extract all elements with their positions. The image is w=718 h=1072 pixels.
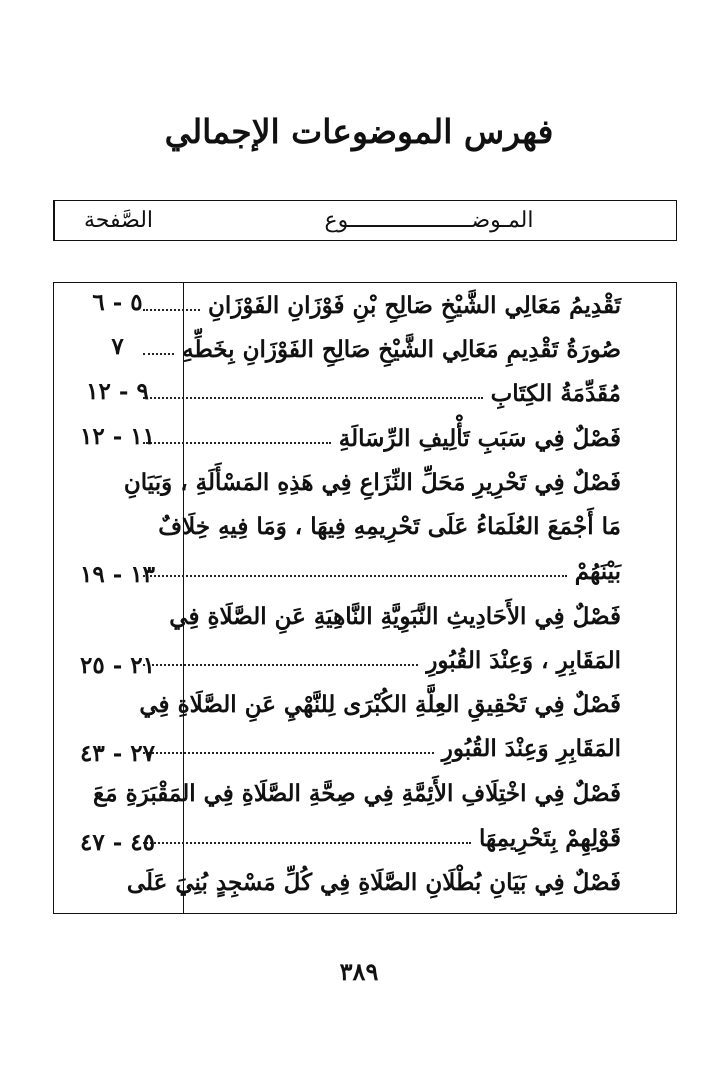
entry-title: فَصْلٌ فِي تَحْقِيقِ العِلَّةِ الكُبْرَى لِلنَّهْيِ عَنِ الصَّلَاةِ فِي — [139, 690, 621, 718]
toc-entry-line — [126, 864, 621, 900]
entry-title: مَا أَجْمَعَ العُلَمَاءُ عَلَى تَحْرِيمِهِ فِيهَا ، وَمَا فِيهِ خِلَافٌ — [158, 512, 621, 540]
entry-page: ٩ - ١٢ — [86, 378, 149, 405]
entry-title: فَصْلٌ فِي اخْتِلَافِ الأَئِمَّةِ فِي صِحَّةِ الصَّلَاةِ فِي المَقْبَرَةِ مَعَ — [93, 779, 621, 807]
toc-entry-line — [135, 730, 621, 766]
page-title: فهرس الموضوعات الإجمالي — [164, 112, 554, 151]
toc-entry-line — [135, 820, 621, 856]
leader-dots — [143, 664, 418, 666]
leader-dots — [143, 397, 483, 399]
entry-title: فَصْلٌ فِي بَيَانِ بُطْلَانِ الصَّلَاةِ فِي كُلِّ مَسْجِدٍ بُنِيَ عَلَى — [126, 868, 621, 896]
entry-page: ١٣ - ١٩ — [80, 561, 155, 588]
toc-entry-line — [123, 464, 621, 500]
toc-entry-line — [135, 686, 621, 722]
entry-title: قَوْلِهِمْ بِتَحْرِيمِهَا — [479, 824, 621, 852]
entry-title: تَقْدِيمُ مَعَالِي الشَّيْخِ صَالِحِ بْنِ فَوْزَانِ الفَوْزَانِ — [207, 291, 621, 319]
page-column-header: الصَّفحة — [54, 201, 182, 240]
leader-dots — [143, 842, 471, 844]
topic-column-header: المـوضـــــــــــــــــــوع — [324, 208, 534, 233]
toc-entry — [135, 331, 621, 367]
entry-page: ٧ — [111, 333, 124, 360]
toc-entry — [135, 375, 621, 411]
entry-title: فَصْلٌ فِي سَبَبِ تَأْلِيفِ الرِّسَالَةِ — [338, 424, 621, 452]
entry-title: مُقَدِّمَةُ الكِتَابِ — [490, 379, 621, 407]
page-number: ٣٨٩ — [339, 957, 379, 986]
toc-entry-line — [135, 598, 621, 634]
leader-dots — [143, 752, 434, 754]
table-header — [53, 200, 677, 241]
entry-page: ٤٥ - ٤٧ — [80, 829, 155, 856]
leader-dots — [143, 575, 567, 577]
toc-entry-line — [135, 508, 621, 544]
toc-entry — [135, 287, 621, 323]
toc-entry — [135, 420, 621, 456]
entry-title: فَصْلٌ فِي تَحْرِيرِ مَحَلِّ النِّزَاعِ فِي هَذِهِ المَسْأَلَةِ ، وَبَيَانِ — [123, 468, 621, 496]
entry-page: ٢١ - ٢٥ — [80, 652, 155, 679]
toc-entry-line — [93, 775, 621, 811]
toc-entry-line — [135, 642, 621, 678]
entry-title: المَقَابِرِ وَعِنْدَ القُبُورِ — [441, 734, 621, 762]
entry-title: صُورَةُ تَقْدِيمِ مَعَالِي الشَّيْخِ صَالِحِ الفَوْزَانِ بِخَطِّهِ — [182, 335, 621, 363]
toc-entry-line — [135, 553, 621, 589]
entry-title: بَيْنَهُمْ — [574, 557, 621, 585]
entry-page: ١١ - ١٢ — [80, 423, 155, 450]
entry-title: المَقَابِرِ ، وَعِنْدَ القُبُورِ — [426, 646, 621, 674]
entry-title: فَصْلٌ فِي الأَحَادِيثِ النَّبَوِيَّةِ النَّاهِيَةِ عَنِ الصَّلَاةِ فِي — [169, 602, 621, 630]
entry-page: ٥ - ٦ — [92, 289, 143, 316]
entry-page: ٢٧ - ٤٣ — [80, 740, 155, 767]
